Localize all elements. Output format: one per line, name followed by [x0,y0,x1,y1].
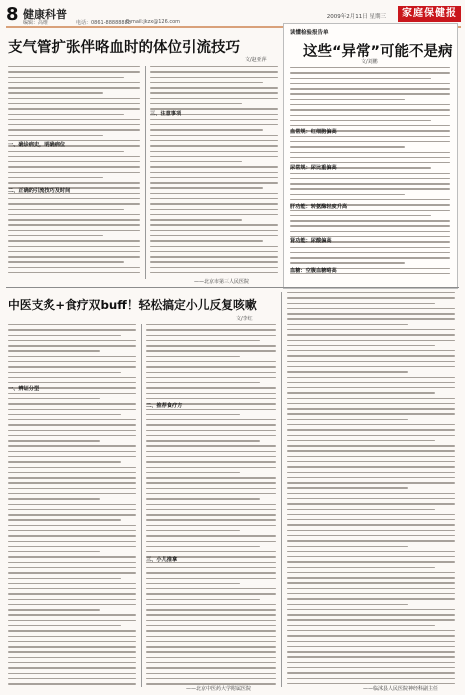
article-title-pediatric-cough: 中医支炙+食疗双buff！轻松搞定小儿反复咳嗽 [8,298,257,312]
sidebar-subhead-2: 尿常规：尿比重偏高 [290,165,337,171]
article-source: ——北京市第三人民医院 [194,279,250,285]
page-number: 8 [6,4,19,25]
sidebar-subhead-3: 肝功能：转氨酶轻度升高 [290,204,348,210]
section-title: 健康科普 [23,8,67,21]
continued-article-source: ——临沭县人民医院神经科副主任 [363,686,439,692]
continued-article-body [287,292,455,684]
column-divider [141,324,142,687]
article-byline: 文/赵亚萍 [245,57,267,63]
article2-body-col2 [146,324,276,687]
column-divider [281,292,282,687]
article2-source: ——北京中医药大学附属医院 [186,686,252,692]
article2-byline: 文/李红 [236,316,253,322]
article-body-col2 [150,66,278,279]
sidebar-subhead-1: 血常规：红细胞偏高 [290,129,337,135]
editor-credit: 编辑：高维 [23,20,49,26]
article2-body-col1 [8,324,136,687]
article-subhead-3: 三、注意事项 [150,111,182,117]
sidebar-title: 这些“异常”可能不是病 [303,44,453,60]
issue-date: 2009年2月11日 星期三 [326,14,386,20]
article-title-bronchiectasis: 支气管扩张伴咯血时的体位引流技巧 [8,40,240,56]
article-subhead-1: 一、确诊病史，明确病位 [8,142,66,148]
article-subhead-2: 二、正确的引流技巧及时间 [8,188,71,194]
sidebar-kicker: 读懂检验报告单 [290,30,329,36]
article2-subhead-1: 一、辨证分型 [8,386,40,392]
section-divider [6,287,459,288]
article-body-col1 [8,66,140,279]
editor-email: E-mail:jkzx@126.com [126,19,181,25]
article2-subhead-3: 三、小儿推拿 [146,557,178,563]
sidebar-body [290,67,450,281]
article2-subhead-2: 二、推荐食疗方 [146,403,183,409]
sidebar-subhead-4: 肾功能：尿酸偏高 [290,238,332,244]
newspaper-banner: 家庭保健报 [398,6,461,22]
column-divider [145,66,146,279]
sidebar-subhead-5: 血糖：空腹血糖略高 [290,268,337,274]
sidebar-byline: 文/刘鹏 [361,59,378,65]
editor-phone: 电话：0861-88888888 [76,20,131,26]
